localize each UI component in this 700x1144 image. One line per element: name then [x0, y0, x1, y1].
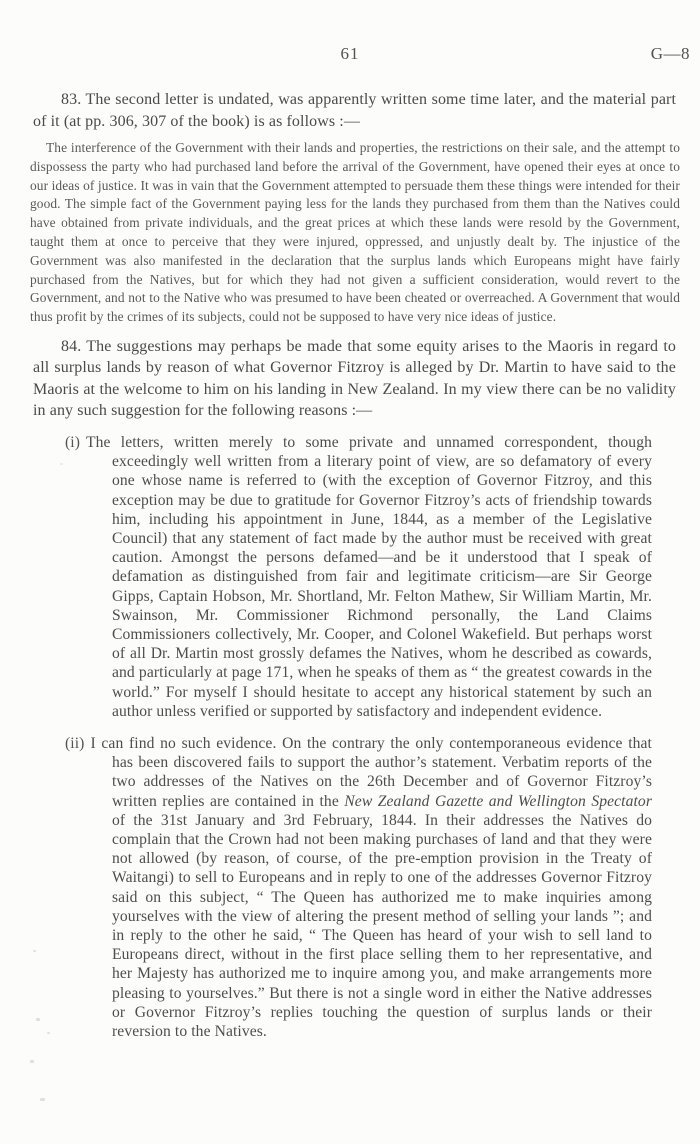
- list-marker-ii: (ii): [65, 735, 85, 753]
- list-marker-i: (i): [65, 433, 81, 451]
- list-item-ii-text: I can find no such evidence. On the contrary the only contemporaneous evidence that has been discovered fails to support the author’s statement. Verbatim reports of the two addresses of the Natives on the 26th December and of Governor Fitzroy’s written replies are contained in the New Zealand Gazette and Wellington Spectator of the 31st January and 3rd February, 1844. In their addresses the Natives do complain that the Crown had not been making purchases of land and that they were not allowed (by reason, of course, of the pre-emption provision in the Treaty of Waitangi) to sell to Europeans and in reply to one of the addresses Governor Fitzroy said on this subject, “ The Queen has authorized me to make inquiries among yourselves with the view of altering the present method of selling your lands ”; and in reply to the other he said, “ The Queen has heard of your wish to sell land to Europeans direct, without in the first place selling them to her representative, and her Majesty has authorized me to inquire among you, and make arrangements more pleasing to yourselves.” But there is not a single word in either the Native addresses or Governor Fitzroy’s replies touching the question of surplus lands or their reversion to the Natives.: [90, 735, 652, 1041]
- list-item-i-text: The letters, written merely to some private and unnamed correspondent, though exceedingly well written from a literary point of view, are so defamatory of every one whose name is referred to (with the exception of Governor Fitzroy, and this exception may be due to gratitude for Governor Fitzroy’s acts of friendship towards him, including his appointment in June, 1844, as a member of the Legislative Council) that any statement of fact made by the author must be received with great caution. Amongst the persons defamed—and be it understood that I speak of defamation as distinguished from fair and legitimate criticism—are Sir George Gipps, Captain Hobson, Mr. Shortland, Mr. Felton Mathew, Sir William Martin, Mr. Swainson, Mr. Commissioner Richmond personally, the Land Claims Commissioners collectively, Mr. Cooper, and Colonel Wakefield. But perhaps worst of all Dr. Martin most grossly defames the Natives, whom he described as cowards, and particularly at page 171, when he speaks of them as “ the greatest cowards in the world.” For myself I should hesitate to accept any historical statement by such an author unless verified or supported by satisfactory and independent evidence.: [86, 433, 652, 720]
- scan-speckle: [40, 1098, 45, 1101]
- scan-speckle: [47, 1032, 50, 1034]
- paper-reference: G—8: [650, 44, 690, 63]
- scan-speckle: [60, 463, 63, 465]
- reasons-list: [33, 433, 676, 1041]
- page-body: [0, 89, 700, 1041]
- scan-speckle: [36, 1018, 40, 1021]
- list-item-i: [65, 433, 652, 721]
- page-number: 61: [340, 44, 360, 63]
- quoted-letter-extract: The interference of the Government with their lands and properties, the restrictions on their sale, and the attempt to dispossess the party who had purchased land before the arrival of the Government, have opened their eyes at once to our ideas of justice. It was in vain that the Government attempted to persuade them these things were intended for their good. The simple fact of the Government paying less for the lands they purchased from them than the Natives could have obtained from private individuals, and the great prices at which these lands were resold by the Government, taught them at once to perceive that they were injured, oppressed, and unjustly dealt by. The injustice of the Government was also manifested in the declaration that the surplus lands which Europeans might have fairly purchased from the Natives, but for which they had not given a sufficient consideration, would revert to the Government, and not to the Native who was presumed to have been cheated or overreached. A Government that would thus profit by the crimes of its subjects, could not be supposed to have very nice ideas of justice.: [30, 140, 680, 325]
- paragraph-84: 84. The suggestions may perhaps be made that some equity arises to the Maoris in regard to all surplus lands by reason of what Governor Fitzroy is alleged by Dr. Martin to have said to the Maoris at the welcome to him on his landing in New Zealand. In my view there can be no validity in any such suggestion for the following reasons :—: [33, 337, 676, 420]
- list-item-ii: [65, 734, 652, 1041]
- scan-speckle: [33, 950, 36, 952]
- scan-speckle: [30, 1060, 34, 1063]
- scan-speckle: [58, 160, 61, 162]
- page-header: [0, 0, 700, 68]
- paragraph-83: 83. The second letter is undated, was apparently written some time later, and the material part of it (at pp. 306, 307 of the book) is as follows :—: [33, 91, 676, 130]
